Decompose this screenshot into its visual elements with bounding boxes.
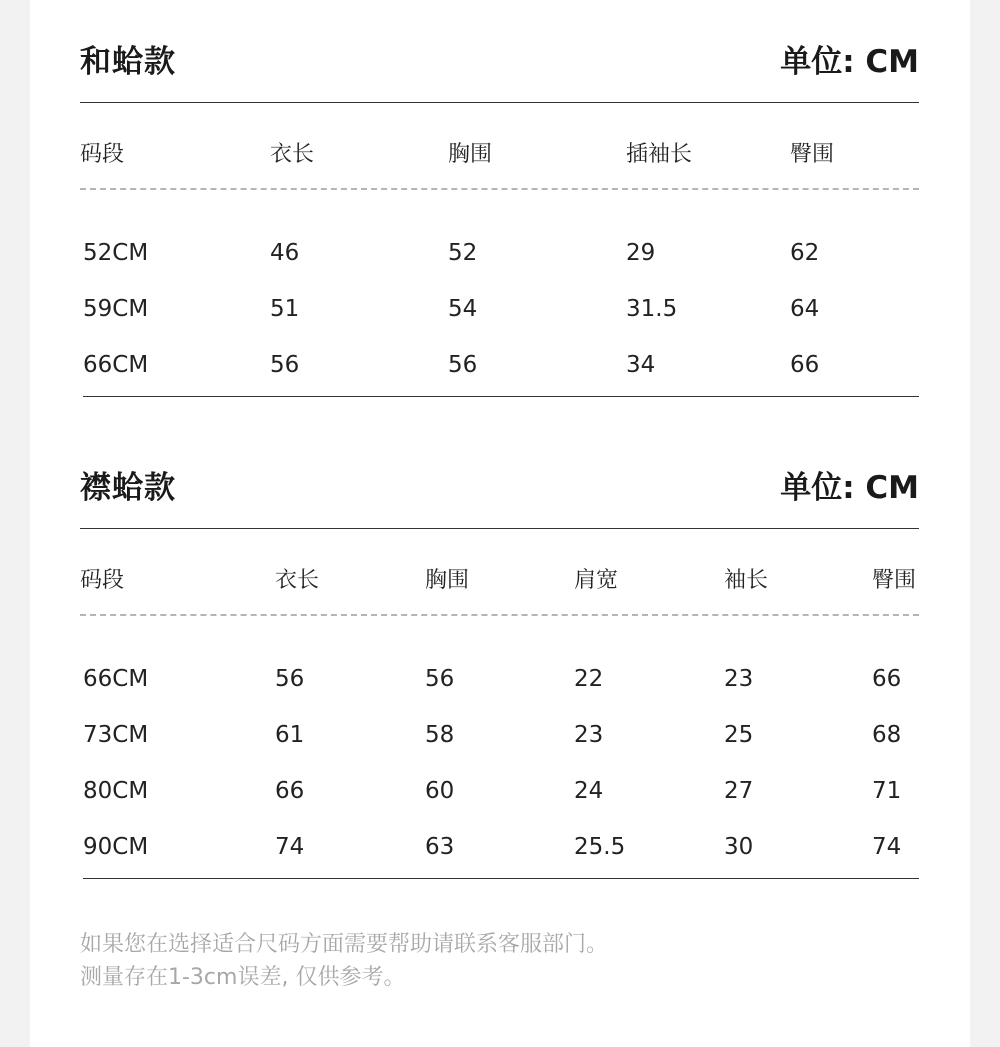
column-header: 袖长 [724,568,769,593]
table-cell: 56 [270,352,300,378]
column-header: 胸围 [448,142,493,167]
table-cell: 56 [275,666,305,692]
column-header: 衣长 [270,142,315,167]
table-cell: 24 [574,778,604,804]
table-cell: 56 [448,352,478,378]
table-header [80,0,919,103]
table-cell: 61 [275,722,305,748]
table-cell: 25.5 [574,834,626,860]
table-cell: 23 [724,666,754,692]
unit-label: 单位: CM [780,44,919,80]
table-cell: 30 [724,834,754,860]
table-cell: 22 [574,666,604,692]
table-row [80,284,919,340]
size-table-2 [80,426,919,879]
table-row [80,710,919,766]
size-table-1 [80,0,919,397]
table-cell: 63 [425,834,455,860]
table-cell: 66 [790,352,820,378]
table-cell: 54 [448,296,478,322]
table-row [80,822,919,878]
footnote [80,928,608,994]
table-cell: 60 [425,778,455,804]
table-row [80,766,919,822]
table-cell: 58 [425,722,455,748]
table-cell: 56 [425,666,455,692]
table-cell: 90CM [83,834,149,860]
column-header: 胸围 [425,568,470,593]
size-chart-card [30,0,970,1047]
table-row [80,654,919,710]
column-header: 插袖长 [626,142,693,167]
column-header-row [80,529,919,616]
footnote-line: 如果您在选择适合尺码方面需要帮助请联系客服部门。 [80,932,609,957]
column-header-row [80,103,919,190]
table-cell: 66 [275,778,305,804]
table-cell: 25 [724,722,754,748]
unit-label: 单位: CM [780,470,919,506]
table-cell: 71 [872,778,902,804]
table-cell: 74 [872,834,902,860]
table-cell: 51 [270,296,300,322]
table-cell: 59CM [83,296,149,322]
table-title: 襟蛤款 [80,470,176,506]
table-cell: 52CM [83,240,149,266]
table-cell: 74 [275,834,305,860]
table-cell: 52 [448,240,478,266]
table-body [80,190,919,397]
table-cell: 80CM [83,778,149,804]
table-title: 和蛤款 [80,44,176,80]
table-row [80,228,919,284]
table-cell: 68 [872,722,902,748]
table-cell: 66CM [83,352,149,378]
table-bottom-rule [83,878,919,879]
table-cell: 34 [626,352,656,378]
table-cell: 31.5 [626,296,678,322]
table-cell: 66CM [83,666,149,692]
table-cell: 29 [626,240,656,266]
column-header: 码段 [80,568,125,593]
footnote-line: 测量存在1-3cm误差, 仅供参考。 [80,965,406,990]
table-header [80,426,919,529]
table-bottom-rule [83,396,919,397]
table-cell: 27 [724,778,754,804]
table-body [80,616,919,879]
table-cell: 23 [574,722,604,748]
column-header: 肩宽 [574,568,619,593]
table-row [80,340,919,396]
column-header: 码段 [80,142,125,167]
column-header: 衣长 [275,568,320,593]
table-cell: 64 [790,296,820,322]
table-cell: 46 [270,240,300,266]
column-header: 臀围 [872,568,917,593]
table-cell: 73CM [83,722,149,748]
column-header: 臀围 [790,142,835,167]
table-cell: 62 [790,240,820,266]
table-cell: 66 [872,666,902,692]
